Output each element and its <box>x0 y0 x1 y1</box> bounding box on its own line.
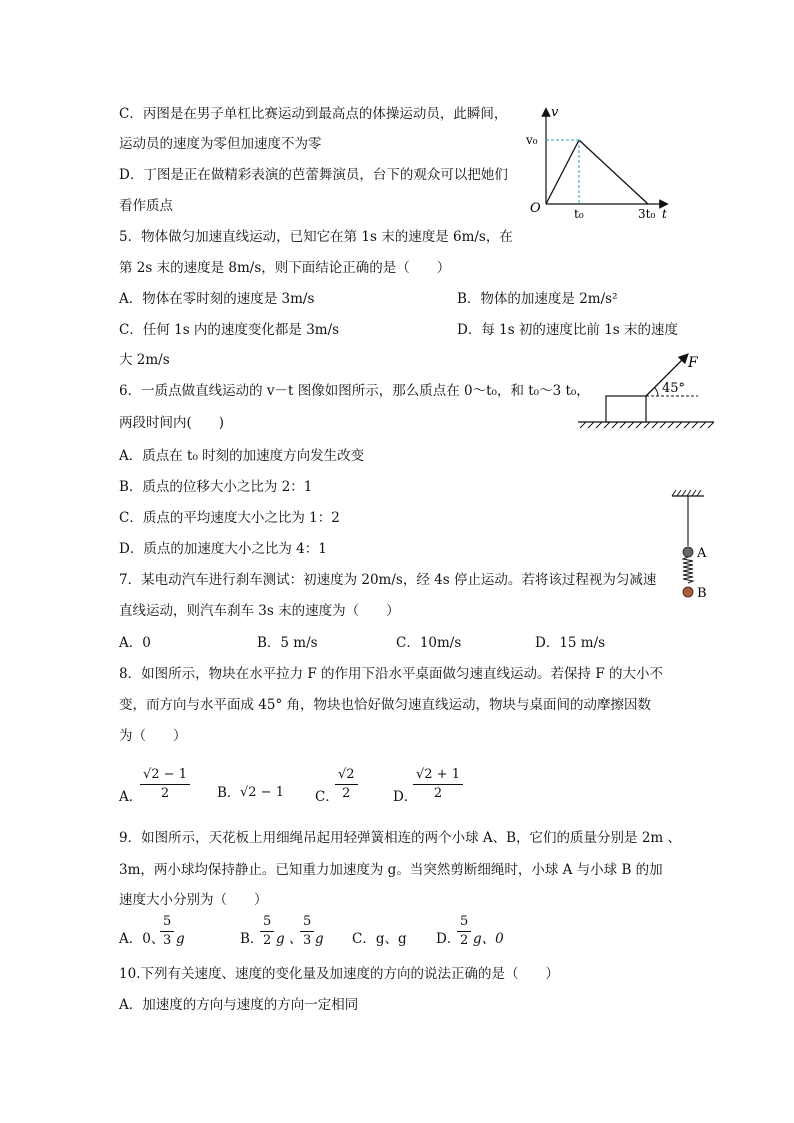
q9-d-denominator: 2 <box>460 933 469 948</box>
q9-option-b-fraction2 <box>300 913 314 950</box>
q5-option-c: C．任何 1s 内的速度变化都是 3m/s <box>119 322 340 338</box>
q9-option-d-fraction <box>457 913 471 950</box>
spring <box>683 557 693 583</box>
q9-stem-line1: 9．如图所示，天花板上用细绳吊起用轻弹簧相连的两个小球 A、B，它们的质量分别是 2m 、 <box>119 830 682 846</box>
q9-option-c: C．g、g <box>352 931 407 947</box>
q6-option-c: C．质点的平均速度大小之比为 1：2 <box>119 510 340 526</box>
angle-label: 45° <box>662 381 686 396</box>
ball-a <box>683 547 693 557</box>
q8-option-b-value: √2 − 1 <box>240 785 284 800</box>
origin-label: O <box>530 201 541 216</box>
q8-stem-line1: 8．如图所示，物块在水平拉力 F 的作用下沿水平桌面做匀速直线运动。若保持 F 的大小不 <box>119 666 663 682</box>
ball-b-label: B <box>697 586 707 601</box>
q8-option-a-fraction <box>140 766 190 803</box>
rise-segment <box>546 140 579 204</box>
q9-option-b-fraction1 <box>260 913 274 950</box>
ball-b <box>683 587 693 597</box>
q9-stem-line3: 速度大小分别为（ ） <box>119 892 268 908</box>
q4-option-d-line2: 看作质点 <box>119 198 173 214</box>
q8-c-numerator: √2 <box>335 766 358 785</box>
q9-option-a-fraction <box>160 913 174 950</box>
q8-stem-line2: 变，而方向与水平面成 45° 角，物块也恰好做匀速直线运动，物块与桌面间的动摩擦因数 <box>119 697 652 713</box>
q5-stem-line2: 第 2s 末的速度是 8m/s，则下面结论正确的是（ ） <box>119 260 451 276</box>
q8-option-a-label: A． <box>119 789 143 805</box>
q9-a-numerator: 5 <box>160 913 174 932</box>
q6-stem-line2: 两段时间内( ) <box>119 415 225 431</box>
q8-d-denominator: 2 <box>433 786 443 801</box>
3t0-label: 3t₀ <box>638 207 656 221</box>
q5-option-a: A．物体在零时刻的速度是 3m/s <box>119 291 315 307</box>
q8-option-d-fraction <box>413 766 463 803</box>
v-axis-label: v <box>551 105 559 120</box>
spring-balls-figure <box>664 488 724 604</box>
q6-option-a: A．质点在 t₀ 时刻的加速度方向发生改变 <box>119 448 365 464</box>
q5-option-d-cont: 大 2m/s <box>119 352 170 368</box>
t-axis-label: t <box>662 207 667 221</box>
q7-option-a: A．0 <box>119 635 151 651</box>
q10-stem: 10.下列有关速度、速度的变化量及加速度的方向的说法正确的是（ ） <box>119 966 559 982</box>
q8-stem-line3: 为（ ） <box>119 728 187 744</box>
q8-option-b-label: B． <box>217 785 241 801</box>
angle-arc <box>655 388 659 397</box>
q9-stem-line2: 3m，两小球均保持静止。已知重力加速度为 g。当突然剪断细绳时，小球 A 与小球 B 的加 <box>119 862 663 878</box>
q9-option-b-label: B． <box>240 931 264 947</box>
vt-graph <box>522 100 672 225</box>
q9-option-d-label: D． <box>436 931 461 947</box>
q8-option-c-fraction <box>335 766 358 803</box>
block <box>606 396 646 422</box>
q9-a-denominator: 3 <box>163 933 172 948</box>
q6-option-d: D．质点的加速度大小之比为 4：1 <box>119 541 327 557</box>
q9-option-d-suffix: g、0 <box>473 931 504 947</box>
q9-b-denominator1: 2 <box>263 933 272 948</box>
q5-option-d: D．每 1s 初的速度比前 1s 末的速度 <box>457 322 679 338</box>
q9-option-a-label: A．0、 <box>119 931 165 947</box>
q5-stem-line1: 5．物体做匀加速直线运动，已知它在第 1s 末的速度是 6m/s，在 <box>119 229 513 245</box>
q7-option-b: B．5 m/s <box>257 635 318 651</box>
q4-option-c-line1: C．丙图是在男子单杠比赛运动到最高点的体操运动员，此瞬间， <box>119 106 508 122</box>
q4-option-d-line1: D．丁图是正在做精彩表演的芭蕾舞演员，台下的观众可以把她们 <box>119 167 508 183</box>
q8-a-numerator: √2 − 1 <box>140 766 190 785</box>
q9-b-denominator2: 3 <box>303 933 312 948</box>
q9-d-numerator: 5 <box>457 913 471 932</box>
fall-segment <box>579 140 648 204</box>
q9-b-numerator1: 5 <box>260 913 274 932</box>
q8-c-denominator: 2 <box>342 786 351 801</box>
q4-option-c-line2: 运动员的速度为零但加速度不为零 <box>119 136 322 152</box>
q9-option-a-suffix: g <box>176 931 185 947</box>
ground-hatching <box>580 422 714 428</box>
v0-label: v₀ <box>526 133 538 147</box>
q8-d-numerator: √2 + 1 <box>413 766 463 785</box>
q8-a-denominator: 2 <box>160 786 170 801</box>
q6-option-b: B．质点的位移大小之比为 2：1 <box>119 479 313 495</box>
q7-stem-line2: 直线运动，则汽车刹车 3s 末的速度为（ ） <box>119 603 400 619</box>
force-label: F <box>688 355 698 371</box>
q8-option-c-label: C． <box>315 789 339 805</box>
ceiling-hatching <box>672 490 701 496</box>
q5-option-b: B．物体的加速度是 2m/s² <box>457 291 618 307</box>
q9-b-numerator2: 5 <box>300 913 314 932</box>
q6-stem-line1: 6．一质点做直线运动的 v－t 图像如图所示，那么质点在 0～t₀，和 t₀～3 t₀， <box>119 383 590 399</box>
q7-option-c: C．10m/s <box>396 635 462 651</box>
q10-option-a: A．加速度的方向与速度的方向一定相同 <box>119 997 359 1013</box>
t0-label: t₀ <box>574 207 584 221</box>
block-force-figure <box>574 352 718 432</box>
q8-option-d-label: D． <box>393 789 418 805</box>
q7-stem-line1: 7．某电动汽车进行刹车测试：初速度为 20m/s，经 4s 停止运动。若将该过程视为匀减速 <box>119 572 657 588</box>
q9-option-b-mid: g 、 <box>276 931 303 947</box>
q9-option-b-suffix: g <box>315 931 324 947</box>
q7-option-d: D．15 m/s <box>535 635 606 651</box>
ball-a-label: A <box>697 546 707 561</box>
